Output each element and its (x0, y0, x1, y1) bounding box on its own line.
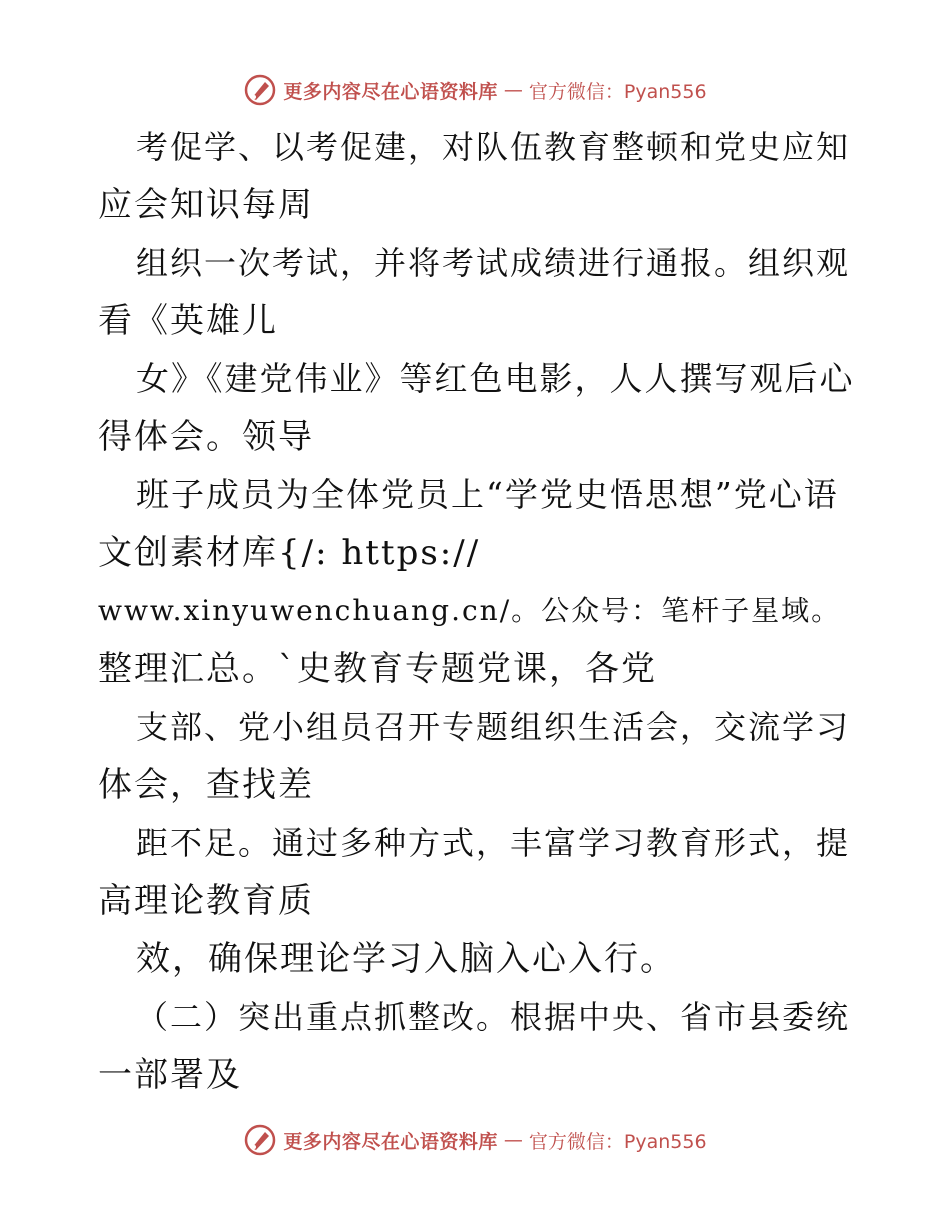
text-line: 文创素材库{/: https:// (98, 533, 481, 573)
text-line: 考促学、以考促建，对队伍教育整顿和党史应知 (136, 128, 851, 166)
text-line: www.xinyuwenchuang.cn/。公众号：笔杆子星域。 (98, 594, 842, 627)
footer-banner (0, 1120, 950, 1160)
text-line: 得体会。领导 (98, 417, 314, 457)
banner-separator: — (503, 1129, 523, 1151)
text-line: 高理论教育质 (98, 881, 314, 921)
text-line: 一部署及 (98, 1055, 242, 1095)
header-banner (0, 70, 950, 110)
banner-text: 更多内容尽在心语资料库 (283, 1130, 498, 1153)
banner-separator: — (503, 79, 523, 101)
text-line: 班子成员为全体党员上“学党史悟思想”党心语 (136, 475, 839, 514)
text-line: 整理汇总。`史教育专题党课，各党 (98, 649, 657, 689)
banner-contact: 官方微信：Pyan556 (528, 1130, 707, 1153)
text-line: 女》《建党伟业》等红色电影，人人撰写观后心 (136, 359, 855, 398)
text-line: 支部、党小组员召开专题组织生活会，交流学习 (136, 708, 851, 746)
text-line: 看《英雄儿 (98, 301, 278, 341)
text-line: 距不足。通过多种方式，丰富学习教育形式，提 (136, 824, 851, 862)
banner-text: 更多内容尽在心语资料库 (283, 80, 498, 103)
text-line: 组织一次考试，并将考试成绩进行通报。组织观 (136, 244, 851, 282)
document-body (98, 118, 858, 1104)
text-line: 应会知识每周 (98, 185, 314, 225)
text-line: 效，确保理论学习入脑入心入行。 (136, 939, 676, 979)
pen-nib-logo-icon (243, 1123, 277, 1157)
text-line: （二）突出重点抓整改。根据中央、省市县委统 (136, 998, 851, 1036)
pen-nib-logo-icon (243, 73, 277, 107)
banner-contact: 官方微信：Pyan556 (528, 80, 707, 103)
text-line: 体会，查找差 (98, 765, 314, 805)
